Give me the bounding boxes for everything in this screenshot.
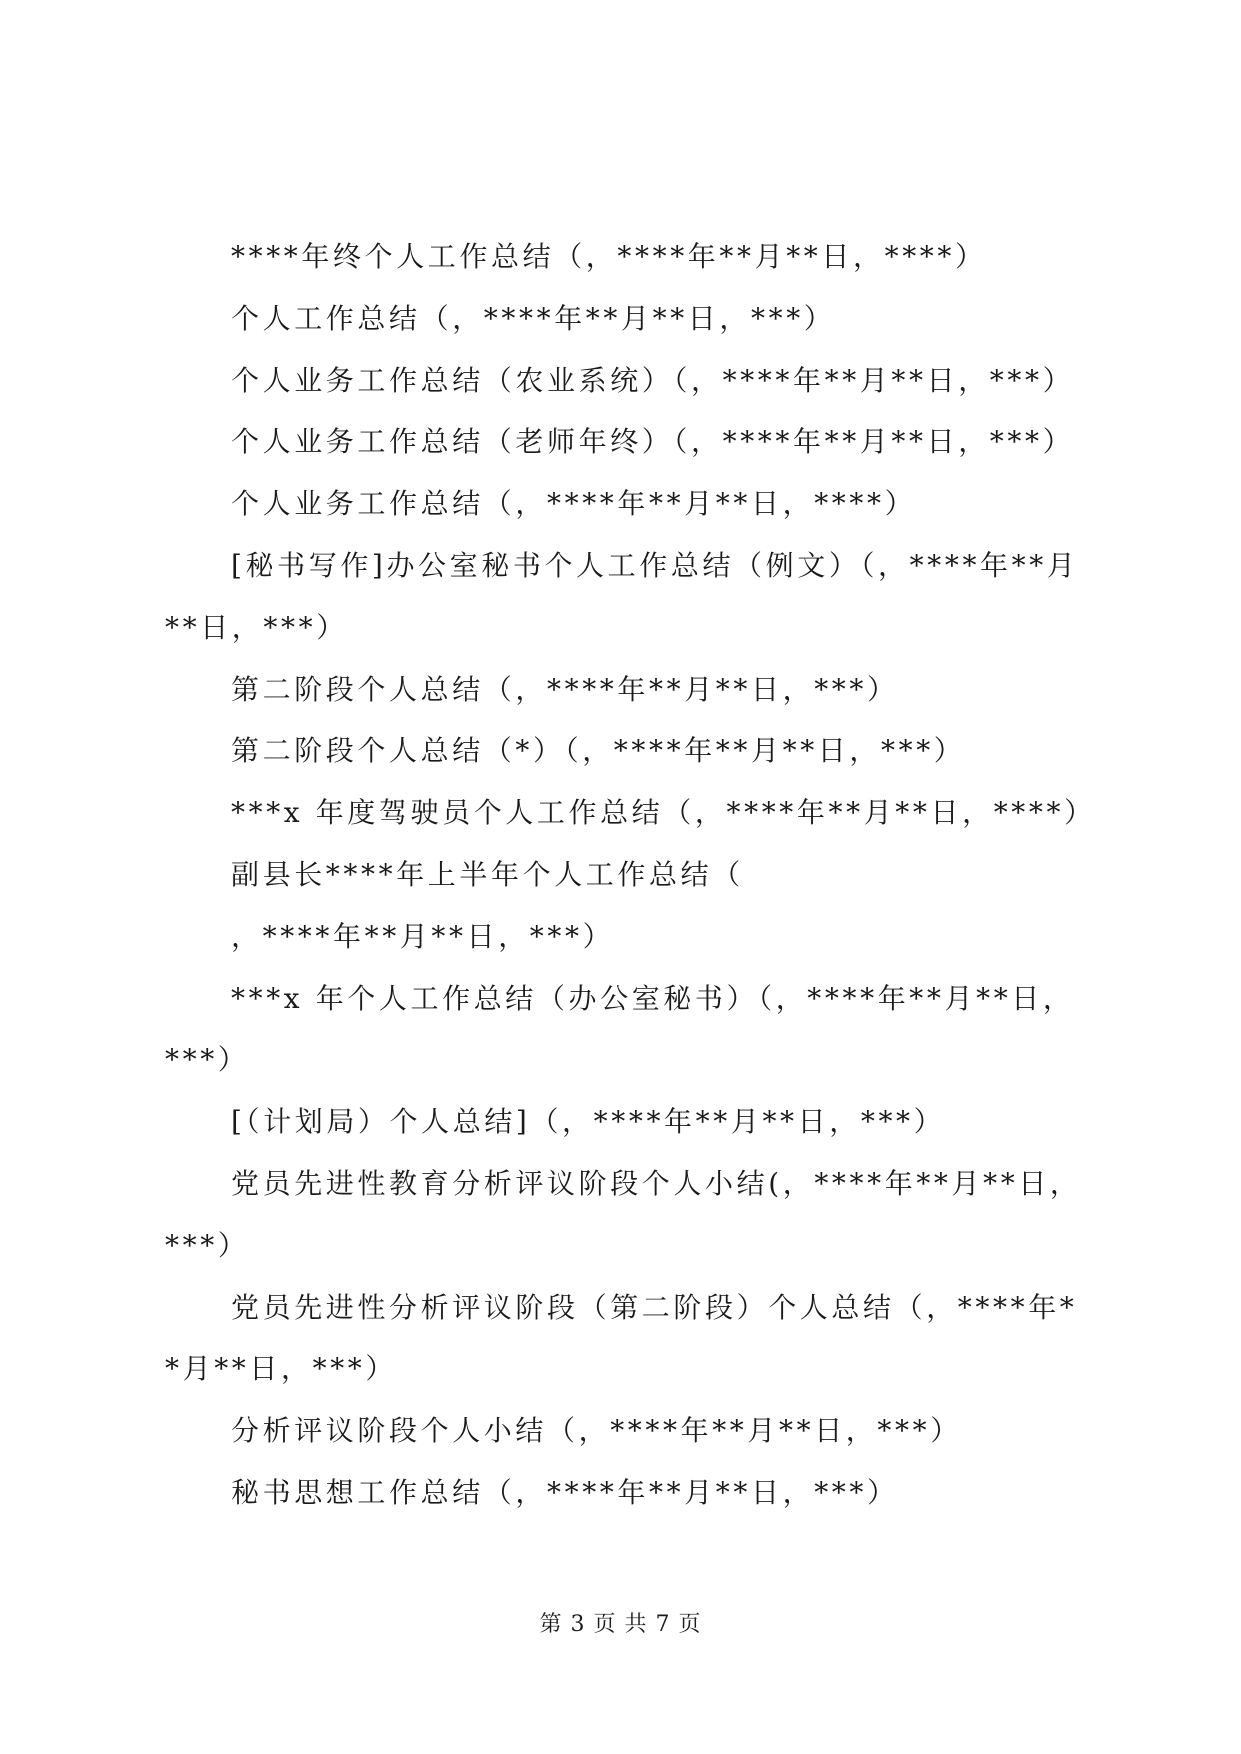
paragraph: ***x 年度驾驶员个人工作总结（，****年**月**日，****）	[231, 796, 1096, 830]
paragraph: 个人业务工作总结（农业系统）（，****年**月**日，***）	[231, 363, 1075, 397]
paragraph: ，****年**月**日，***）	[231, 919, 615, 953]
paragraph: [（计划局）个人总结]（，****年**月**日，***）	[231, 1105, 946, 1139]
paragraph: ***x 年个人工作总结（办公室秘书）（，****年**月**日，***）	[165, 981, 1075, 1077]
paragraph: 副县长****年上半年个人工作总结（	[231, 857, 744, 891]
paragraph: 个人业务工作总结（，****年**月**日，****）	[231, 487, 917, 521]
paragraph: 秘书思想工作总结（，****年**月**日，***）	[231, 1475, 899, 1509]
page-number-footer: 第 3 页 共 7 页	[539, 1612, 702, 1637]
document-body	[165, 226, 1096, 1524]
paragraph: 第二阶段个人总结（*）（，****年**月**日，***）	[231, 734, 966, 768]
paragraph: 分析评议阶段个人小结（，****年**月**日，***）	[231, 1414, 962, 1448]
paragraph: [秘书写作]办公室秘书个人工作总结（例文）（，****年**月**日，***）	[165, 548, 1079, 644]
paragraph: ****年终个人工作总结（，****年**月**日，****）	[231, 240, 987, 273]
paragraph: 党员先进性分析评议阶段（第二阶段）个人总结（，****年**月**日，***）	[165, 1290, 1078, 1386]
paragraph: 党员先进性教育分析评议阶段个人小结(，****年**月**日，***）	[165, 1166, 1082, 1262]
paragraph: 第二阶段个人总结（，****年**月**日，***）	[231, 672, 899, 706]
paragraph: 个人工作总结（，****年**月**日，***）	[231, 301, 836, 335]
paragraph: 个人业务工作总结（老师年终）（，****年**月**日，***）	[231, 425, 1075, 459]
